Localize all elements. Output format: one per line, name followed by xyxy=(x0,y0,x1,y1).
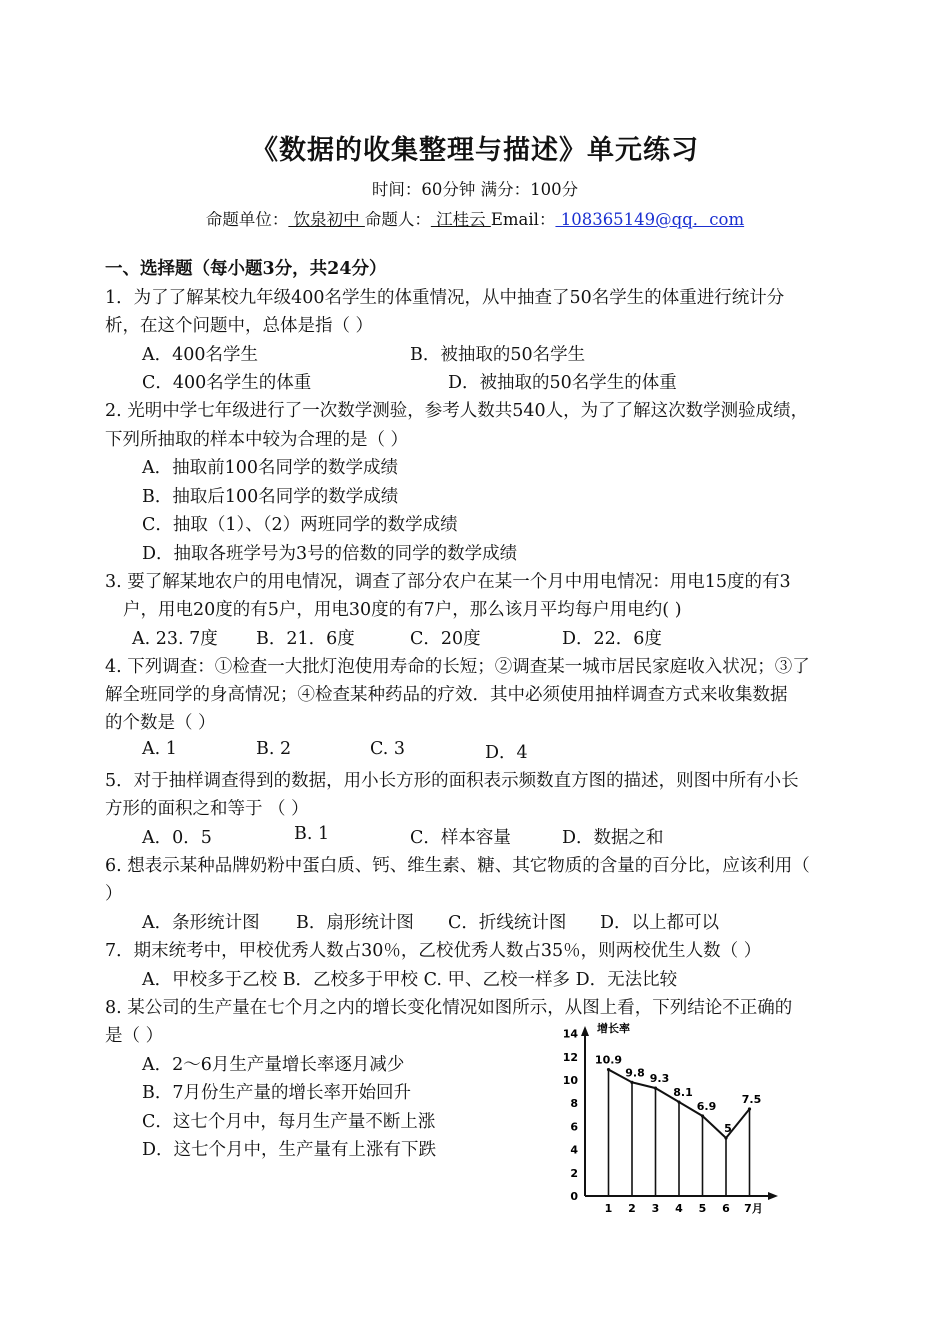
data-point xyxy=(748,1107,751,1110)
q5-option-a: A．0．5 xyxy=(142,828,212,848)
y-tick-label: 14 xyxy=(562,1027,578,1041)
data-point xyxy=(654,1087,657,1090)
q6-stem-line1: 6. 想表示某种品牌奶粉中蛋白质、钙、维生素、糖、其它物质的含量的百分比，应该利用（ xyxy=(105,856,810,876)
y-tick-label: 0 xyxy=(570,1190,578,1203)
q3-option-c: C．20度 xyxy=(410,629,481,649)
q3-stem-line1: 3. 要了解某地农户的用电情况，调查了部分农户在某一个月中用电情况：用电15度的有3 xyxy=(105,572,791,592)
author-value: 江桂云 xyxy=(430,210,491,229)
data-label: 9.8 xyxy=(625,1066,645,1080)
y-tick-label: 8 xyxy=(570,1097,578,1111)
q6-option-a: A．条形统计图 xyxy=(142,913,260,933)
q7-stem-line1: 7．期末统考中，甲校优秀人数占30％，乙校优秀人数占35％，则两校优生人数（ ） xyxy=(105,941,762,961)
x-tick-label: 4 xyxy=(675,1202,683,1215)
x-tick-label: 1 xyxy=(604,1202,613,1215)
q4-option-d: D．4 xyxy=(485,743,528,763)
q4-stem-line3: 的个数是（ ） xyxy=(105,713,216,733)
unit-value: 饮泉初中 xyxy=(288,210,365,229)
section-heading: 一、选择题（每小题3分，共24分） xyxy=(105,259,387,279)
q6-option-c: C．折线统计图 xyxy=(448,913,567,933)
x-tick-label: 7月 xyxy=(744,1202,763,1215)
q5-option-c: C．样本容量 xyxy=(410,828,511,848)
data-label: 10.9 xyxy=(594,1053,623,1067)
q8-option-d: D．这七个月中，生产量有上涨有下跌 xyxy=(142,1140,437,1160)
growth-rate-line-chart xyxy=(560,1018,780,1218)
q8-option-b: B．7月份生产量的增长率开始回升 xyxy=(142,1083,411,1103)
data-point xyxy=(724,1136,727,1139)
data-point xyxy=(630,1081,633,1084)
q8-stem-line1: 8. 某公司的生产量在七个月之内的增长变化情况如图所示，从图上看，下列结论不正确的 xyxy=(105,998,793,1018)
q1-option-c: C．400名学生的体重 xyxy=(142,373,312,393)
author-label: 命题人： xyxy=(364,210,431,229)
data-label: 5 xyxy=(724,1122,732,1135)
q8-option-c: C．这七个月中，每月生产量不断上涨 xyxy=(142,1112,436,1132)
y-axis-arrow xyxy=(581,1026,589,1036)
q2-option-d: D．抽取各班学号为3号的倍数的同学的数学成绩 xyxy=(142,544,518,564)
y-tick-label: 10 xyxy=(562,1074,578,1087)
q3-option-a: A. 23. 7度 xyxy=(132,629,218,649)
q1-stem-line1: 1．为了了解某校九年级400名学生的体重情况，从中抽查了50名学生的体重进行统计分 xyxy=(105,288,785,308)
data-label: 8.1 xyxy=(673,1086,693,1100)
y-tick-label: 2 xyxy=(570,1166,578,1180)
q3-option-d: D．22．6度 xyxy=(562,629,662,649)
q8-option-a: A．2～6月生产量增长率逐月减少 xyxy=(142,1055,405,1075)
q5-stem-line1: 5．对于抽样调查得到的数据，用小长方形的面积表示频数直方图的描述，则图中所有小长 xyxy=(105,771,799,791)
q3-stem-line2: 户，用电20度的有5户，用电30度的有7户，那么该月平均每户用电约( ) xyxy=(123,600,682,620)
q6-option-d: D．以上都可以 xyxy=(600,913,720,933)
q2-option-a: A．抽取前100名同学的数学成绩 xyxy=(142,458,399,478)
data-point xyxy=(677,1100,680,1103)
data-point xyxy=(701,1114,704,1117)
q1-option-a: A．400名学生 xyxy=(142,345,259,365)
x-tick-label: 3 xyxy=(651,1202,660,1215)
data-label: 9.3 xyxy=(649,1072,670,1086)
x-tick-label: 5 xyxy=(698,1202,707,1215)
q5-option-d: D．数据之和 xyxy=(562,828,664,848)
author-line xyxy=(0,206,950,230)
q4-option-b: B. 2 xyxy=(256,739,292,759)
y-axis-title: 增长率 xyxy=(597,1022,630,1035)
q4-option-c: C. 3 xyxy=(370,739,406,759)
email-label: Email： xyxy=(490,210,556,229)
data-label: 7.5 xyxy=(741,1093,762,1106)
q2-option-c: C．抽取（1）、（2）两班同学的数学成绩 xyxy=(142,515,458,535)
x-tick-label: 2 xyxy=(628,1202,636,1215)
y-tick-label: 6 xyxy=(570,1120,578,1134)
y-tick-label: 12 xyxy=(562,1050,578,1064)
q3-option-b: B．21．6度 xyxy=(256,629,355,649)
q4-stem-line2: 解全班同学的身高情况；④检查某种药品的疗效．其中必须使用抽样调查方式来收集数据 xyxy=(105,685,788,705)
q4-option-a: A. 1 xyxy=(142,739,177,759)
x-tick-label: 6 xyxy=(722,1202,730,1215)
q8-stem-line2: 是（ ） xyxy=(105,1026,164,1046)
q7-options: A．甲校多于乙校 B．乙校多于甲校 C. 甲、乙校一样多 D．无法比较 xyxy=(142,970,678,990)
q2-option-b: B．抽取后100名同学的数学成绩 xyxy=(142,487,399,507)
q2-stem-line1: 2. 光明中学七年级进行了一次数学测验，参考人数共540人，为了了解这次数学测验成绩， xyxy=(105,401,809,421)
unit-label: 命题单位： xyxy=(205,210,289,229)
q1-stem-line2: 析，在这个问题中，总体是指（ ） xyxy=(105,316,374,336)
data-point xyxy=(607,1068,610,1071)
q6-option-b: B．扇形统计图 xyxy=(296,913,414,933)
email-link[interactable]: 108365149@qq．com xyxy=(555,210,745,229)
q5-stem-line2: 方形的面积之和等于 （ ） xyxy=(105,799,309,819)
q6-stem-line2: ） xyxy=(105,884,123,904)
y-tick-label: 4 xyxy=(570,1143,578,1157)
q4-stem-line1: 4. 下列调查：①检查一大批灯泡使用寿命的长短；②调查某一城市居民家庭收入状况；③了 xyxy=(105,657,810,677)
q5-option-b: B. 1 xyxy=(294,824,330,844)
q2-stem-line2: 下列所抽取的样本中较为合理的是（ ） xyxy=(105,430,409,450)
exam-time-score: 时间：60分钟 满分：100分 xyxy=(371,180,579,199)
x-axis-arrow xyxy=(768,1192,778,1200)
page-title: 《数据的收集整理与描述》单元练习 xyxy=(251,135,699,166)
data-label: 6.9 xyxy=(696,1099,717,1113)
q1-option-b: B．被抽取的50名学生 xyxy=(410,345,586,365)
q1-option-d: D．被抽取的50名学生的体重 xyxy=(448,373,677,393)
